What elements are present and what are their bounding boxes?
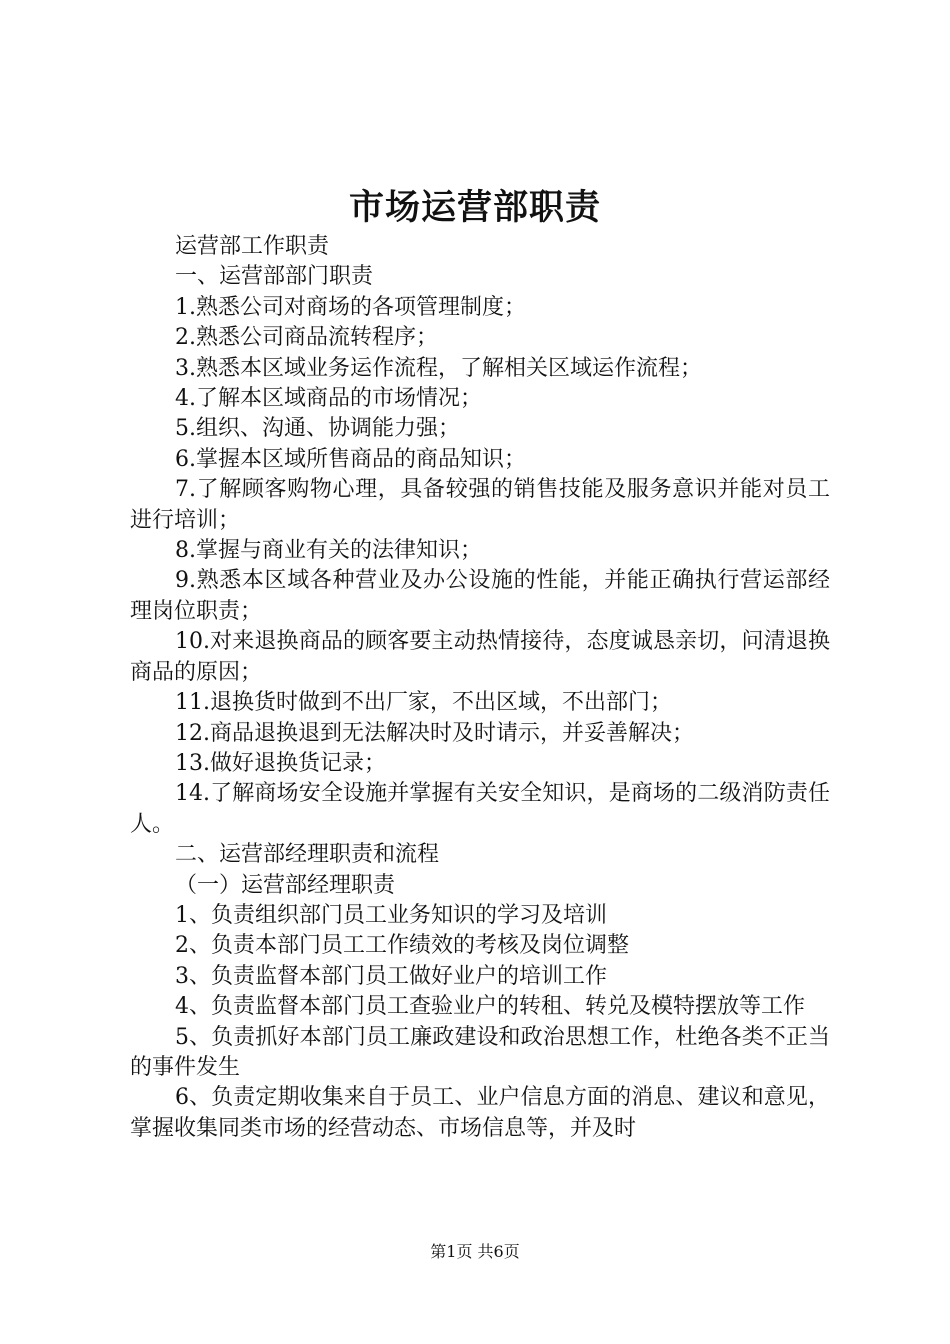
paragraph: 11.退换货时做到不出厂家，不出区域，不出部门； bbox=[175, 690, 672, 716]
paragraph: 14.了解商场安全设施并掌握有关安全知识，是商场的二级消防责任人。 bbox=[130, 781, 830, 837]
paragraph: 4.了解本区域商品的市场情况； bbox=[175, 386, 482, 412]
section-heading-1: 一、运营部部门职责 bbox=[175, 264, 374, 290]
paragraph: 1.熟悉公司对商场的各项管理制度； bbox=[175, 294, 526, 320]
paragraph: 5.组织、沟通、协调能力强； bbox=[175, 416, 460, 442]
paragraph: 1、负责组织部门员工业务知识的学习及培训 bbox=[175, 902, 607, 928]
paragraph: 8.掌握与商业有关的法律知识； bbox=[175, 538, 482, 564]
paragraph: 2.熟悉公司商品流转程序； bbox=[175, 325, 438, 351]
document-body bbox=[130, 232, 830, 1144]
paragraph: 2、负责本部门员工工作绩效的考核及岗位调整 bbox=[175, 933, 629, 959]
subsection-heading: （一）运营部经理职责 bbox=[175, 872, 396, 898]
paragraph: 9.熟悉本区域各种营业及办公设施的性能，并能正确执行营运部经理岗位职责； bbox=[130, 568, 830, 624]
paragraph: 3、负责监督本部门员工做好业户的培训工作 bbox=[175, 963, 607, 989]
paragraph: 4、负责监督本部门员工查验业户的转租、转兑及模特摆放等工作 bbox=[175, 994, 805, 1020]
paragraph: 7.了解顾客购物心理，具备较强的销售技能及服务意识并能对员工进行培训； bbox=[130, 477, 830, 533]
paragraph: 12.商品退换退到无法解决时及时请示，并妥善解决； bbox=[175, 720, 694, 746]
paragraph-heading: 运营部工作职责 bbox=[175, 234, 330, 259]
section-heading-2: 二、运营部经理职责和流程 bbox=[175, 842, 440, 868]
page-footer: 第1页 共6页 bbox=[430, 1242, 520, 1261]
paragraph: 10.对来退换商品的顾客要主动热情接待，态度诚恳亲切，问清退换商品的原因； bbox=[130, 629, 830, 685]
document-title: 市场运营部职责 bbox=[348, 187, 601, 228]
paragraph: 3.熟悉本区域业务运作流程，了解相关区域运作流程； bbox=[175, 355, 702, 381]
paragraph: 13.做好退换货记录； bbox=[175, 750, 386, 776]
paragraph: 5、负责抓好本部门员工廉政建设和政治思想工作，杜绝各类不正当的事件发生 bbox=[130, 1024, 830, 1080]
paragraph: 6.掌握本区域所售商品的商品知识； bbox=[175, 446, 526, 472]
paragraph: 6、负责定期收集来自于员工、业户信息方面的消息、建议和意见，掌握收集同类市场的经营动态、市场信息等，并及时 bbox=[130, 1085, 830, 1141]
